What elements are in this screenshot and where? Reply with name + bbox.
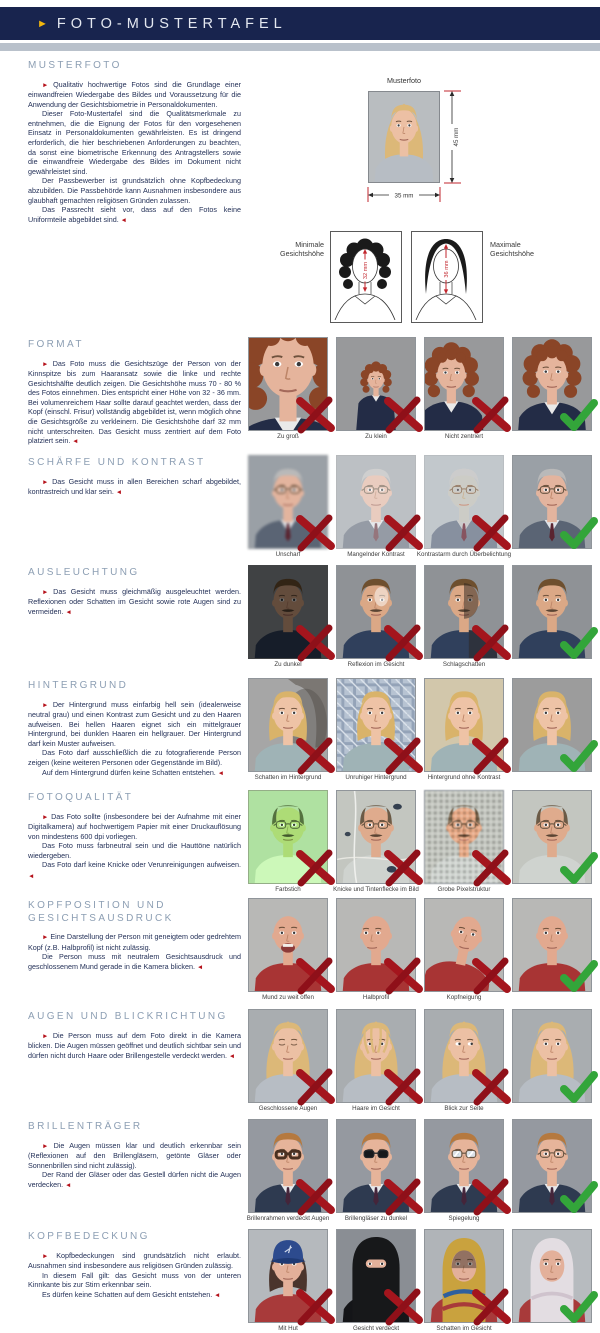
unacceptable-photo [424, 898, 504, 992]
sample-photo-tile [336, 678, 416, 781]
sample-photo-tile [333, 790, 419, 893]
section-heading: BRILLENTRÄGER [28, 1121, 143, 1132]
paragraph-end-marker-icon: ◄ [63, 1181, 72, 1189]
sample-photo-tile [424, 337, 504, 440]
paragraph-end-marker-icon: ◄ [113, 489, 123, 497]
sample-photo-tile [512, 1009, 592, 1103]
unacceptable-photo [424, 337, 504, 431]
unacceptable-photo [248, 1009, 328, 1103]
paragraph-start-marker-icon: ► [42, 81, 54, 89]
photo-caption: Haare im Gesicht [352, 1105, 400, 1112]
acceptable-photo [512, 898, 592, 992]
paragraph: Auf dem Hintergrund dürfen keine Schatten entstehen. ◄ [42, 767, 225, 777]
sample-photo-tile [336, 1229, 416, 1332]
unacceptable-photo [248, 337, 328, 431]
paragraph-start-marker-icon: ► [42, 360, 53, 368]
acceptable-photo [512, 678, 592, 772]
sample-photo-tile [512, 455, 592, 549]
sample-photo-tile [512, 1229, 592, 1323]
svg-text:36 mm: 36 mm [444, 260, 450, 278]
unacceptable-photo [424, 678, 504, 772]
section-text-column [28, 1231, 241, 1300]
photo-caption: Mangelnder Kontrast [347, 551, 405, 558]
unacceptable-photo [248, 1229, 328, 1323]
sample-photo-row [248, 1229, 600, 1333]
paragraph: ► Das Gesicht muss gleichmäßig ausgeleuchtet werden. Reflexionen oder Schatten im Gesicht sowie rote Augen sind zu vermeiden. ◄ [28, 586, 241, 616]
sample-photo-tile [416, 455, 512, 558]
paragraph: ► Die Augen müssen klar und deutlich erkennbar sein (Reflexionen auf den Brillengläsern, getönte Gläser oder Sonnenbrillen sind nicht zulässig). [28, 1140, 241, 1170]
sample-photo-tile [424, 1119, 504, 1222]
paragraph: ► Qualitativ hochwertige Fotos sind die Grundlage einer einwandfreien Wiedergabe des Bildes und Voraussetzung für die Anwendung der Gesichtsbiometrie in Personaldokumenten. [28, 79, 241, 109]
header-bar [0, 7, 600, 40]
photo-caption: Blick zur Seite [444, 1105, 484, 1112]
sample-photo-tile [248, 1009, 328, 1112]
section-paragraphs [28, 477, 241, 498]
musterfoto-figure [360, 76, 492, 222]
paragraph-end-marker-icon: ◄ [212, 1291, 221, 1299]
sample-photo-tile [424, 565, 504, 668]
header-arrow-icon: ► [37, 17, 48, 30]
sample-photo-row [248, 790, 600, 898]
paragraph: ► Kopfbedeckungen sind grundsätzlich nicht erlaubt. Ausnahmen sind insbesondere aus religiösen Gründen zulässig. [28, 1250, 241, 1271]
section-paragraphs [28, 1251, 241, 1301]
sample-photo-tile [336, 1009, 416, 1112]
paragraph-end-marker-icon: ◄ [226, 1052, 236, 1060]
section-text-column [28, 567, 241, 617]
section-paragraphs [28, 700, 241, 779]
unacceptable-photo [336, 1009, 416, 1103]
section-heading: SCHÄRFE UND KONTRAST [28, 457, 206, 468]
photo-caption: Knicke und Tintenflecke im Bild [333, 886, 419, 893]
acceptable-photo [512, 1119, 592, 1213]
photo-caption: Spiegelung [448, 1215, 480, 1222]
section-text-column [28, 1011, 241, 1061]
photo-caption: Zu groß [277, 433, 299, 440]
sample-photo-tile [336, 565, 416, 668]
paragraph: Das Passrecht sieht vor, dass auf den Fotos keine Uniformteile abgebildet sind. ◄ [28, 205, 241, 224]
sample-photo-row [248, 455, 600, 563]
paragraph-end-marker-icon: ◄ [63, 608, 72, 616]
unacceptable-photo [424, 790, 504, 884]
unacceptable-photo [248, 1119, 328, 1213]
unacceptable-photo [336, 565, 416, 659]
photo-caption: Brillengläser zu dunkel [344, 1215, 408, 1222]
musterfoto-figure-label: Musterfoto [387, 76, 421, 85]
sample-photo-row [248, 565, 600, 673]
height-dimension-label: 45 mm [453, 127, 460, 147]
sample-photo-tile [424, 1229, 504, 1332]
section-heading: KOPFPOSITION UND GESICHTSAUSDRUCK [28, 900, 174, 924]
section-paragraphs [28, 812, 241, 882]
width-dimension-label: 35 mm [394, 192, 414, 200]
photo-caption: Reflexion im Gesicht [347, 661, 405, 668]
photo-caption: Grobe Pixelstruktur [437, 886, 491, 893]
section-heading: HINTERGRUND [28, 680, 129, 691]
unacceptable-photo [336, 1229, 416, 1323]
paragraph-start-marker-icon: ► [42, 588, 54, 596]
sample-photo-tile [246, 1119, 330, 1222]
section-heading: FOTOQUALITÄT [28, 792, 134, 803]
paragraph: Das Foto muss farbneutral sein und die Hauttöne natürlich wiedergeben. [28, 841, 241, 860]
paragraph: ► Das Gesicht muss in allen Bereichen scharf abgebildet, kontrastreich und klar sein. ◄ [28, 476, 241, 497]
paragraph: Es dürfen keine Schatten auf dem Gesicht entstehen. ◄ [42, 1289, 221, 1299]
section-heading: AUSLEUCHTUNG [28, 567, 140, 578]
photo-caption: Schlagschatten [442, 661, 486, 668]
sample-photo-row [248, 898, 600, 1006]
sample-photo-tile [512, 678, 592, 772]
section-text-column [28, 792, 241, 882]
sample-photo-row [248, 1009, 600, 1117]
sample-photo-tile [248, 455, 328, 558]
paragraph-start-marker-icon: ► [42, 478, 53, 486]
header-subband [0, 43, 600, 51]
paragraph: Die Person muss mit neutralem Gesichtsausdruck und geschlossenem Mund gerade in die Kamera blicken. ◄ [28, 952, 241, 971]
unacceptable-photo [336, 455, 416, 549]
unacceptable-photo [424, 1009, 504, 1103]
photo-caption: Halbprofil [362, 994, 390, 1001]
paragraph: Das Foto darf keine Knicke oder Verunreinigungen aufweisen. ◄ [28, 860, 241, 881]
acceptable-photo [512, 790, 592, 884]
unacceptable-photo [248, 678, 328, 772]
paragraph: ► Das Foto sollte (insbesondere bei der Aufnahme mit einer Digitalkamera) auf hochwertigem Papier mit einer Druckauflösung von mindestens 600 dpi vorliegen. [28, 811, 241, 841]
paragraph-start-marker-icon: ► [42, 813, 52, 821]
paragraph: In diesem Fall gilt: das Gesicht muss von der unteren Kinnkante bis zur Stirn erkennbar sein. [28, 1270, 241, 1290]
paragraph: ► Eine Darstellung der Person mit geneigtem oder gedrehtem Kopf (z.B. Halbprofil) ist nicht zulässig. [28, 932, 241, 952]
paragraph-end-marker-icon: ◄ [70, 438, 79, 446]
acceptable-photo [512, 565, 592, 659]
unacceptable-photo [424, 565, 504, 659]
paragraph: Dieser Foto-Mustertafel sind die Qualitätsmerkmale zu entnehmen, die die Eignung der Fotos für den vorgesehenen Einsatz in Personaldokumenten gewährleisten. Es ist dringend erforderlich, die hier beschriebenen Anforderungen zu beachten, da sonst eine biometrische Erkennung des Antragstellers sowie die einwandfreie Wiedergabe des Bildes im Dokument nicht gewährleistet sind. [28, 109, 241, 176]
paragraph-end-marker-icon: ◄ [195, 963, 204, 971]
section-heading: KOPFBEDECKUNG [28, 1231, 150, 1242]
photo-caption: Unscharf [275, 551, 301, 558]
paragraph-start-marker-icon: ► [42, 1252, 57, 1260]
sample-photo-row [248, 337, 600, 445]
sample-photo-tile [336, 455, 416, 558]
photo-caption: Farbstich [275, 886, 301, 893]
sample-photo-tile [336, 1119, 416, 1222]
sample-photo-tile [248, 337, 328, 440]
sample-photo-tile [512, 790, 592, 884]
paragraph: Der Passbewerber ist grundsätzlich ohne Kopfbedeckung abzubilden. Die Passbehörde kann Ausnahmen insbesondere aus glaubhaft gemachten religiösen Gründen zulassen. [28, 176, 241, 205]
paragraph-start-marker-icon: ► [42, 701, 53, 709]
max-face-height-diagram [411, 231, 483, 323]
paragraph-end-marker-icon: ◄ [28, 873, 35, 881]
photo-caption: Gesicht verdeckt [352, 1325, 400, 1332]
acceptable-photo [512, 1229, 592, 1323]
sample-photo-tile [248, 565, 328, 668]
unacceptable-photo [336, 678, 416, 772]
section-text-column [28, 680, 241, 778]
min-face-height-label: Minimale Gesichtshöhe [280, 240, 324, 259]
sample-photo-tile [248, 898, 328, 1001]
sample-photo-tile [512, 898, 592, 992]
paragraph: ► Die Person muss auf dem Foto direkt in die Kamera blicken. Die Augen müssen geöffnet und deutlich sichtbar sein und dürfen nicht durch Haare oder Brillengestelle verdeckt werden. ◄ [28, 1030, 241, 1060]
unacceptable-photo [336, 898, 416, 992]
sample-photo-row [248, 1119, 600, 1227]
acceptable-photo [512, 1009, 592, 1103]
sample-photo-tile [424, 790, 504, 893]
page-title: FOTO-MUSTERTAFEL [56, 15, 287, 32]
sample-photo-tile [424, 678, 504, 781]
unacceptable-photo [248, 455, 328, 549]
paragraph-end-marker-icon: ◄ [215, 769, 225, 777]
sample-photo-tile [248, 1229, 328, 1332]
section-paragraphs [28, 932, 241, 972]
section-text-column [28, 60, 241, 225]
sample-photo-tile [336, 337, 416, 440]
unacceptable-photo [424, 1229, 504, 1323]
photo-caption: Zu dunkel [274, 661, 302, 668]
section-heading: FORMAT [28, 339, 84, 350]
photo-caption: Unruhiger Hintergrund [345, 774, 407, 781]
sample-photo-tile [512, 1119, 592, 1213]
dimension-arrows-icon [360, 76, 492, 222]
acceptable-photo [512, 455, 592, 549]
paragraph-end-marker-icon: ◄ [118, 216, 127, 224]
photo-caption: Nicht zentriert [444, 433, 484, 440]
unacceptable-photo [336, 1119, 416, 1213]
unacceptable-photo [424, 455, 504, 549]
sample-photo-tile [336, 898, 416, 1001]
photo-caption: Geschlossene Augen [258, 1105, 318, 1112]
section-paragraphs [28, 1031, 241, 1062]
photo-caption: Schatten im Hintergrund [254, 774, 322, 781]
section-text-column [28, 339, 241, 447]
section-heading: MUSTERFOTO [28, 60, 122, 71]
unacceptable-photo [336, 790, 416, 884]
photo-caption: Mund zu weit offen [262, 994, 314, 1001]
sample-photo-tile [512, 337, 592, 431]
paragraph: ► Das Foto muss die Gesichtszüge der Person von der Kinnspitze bis zum Haaransatz sowie die linke und rechte Gesichtshälfte deutlich zeigen. Die Gesichtshöhe muss 70 - 80 % des Fotos einnehmen. Dies entspricht einer Höhe von 32 - 36 mm. Bei volumenreichem Haar sollte darauf geachtet werden, dass der Kopf (einschl. Frisur) vollständig abgebildet ist, wenn möglich ohne die Gesichtsgröße zu verkleinern. Die Gesichtshöhe darf 32 mm nicht unterschreiten. Das Gesicht muss zentriert auf dem Foto platziert sein. ◄ [28, 358, 241, 446]
section-text-column [28, 1121, 241, 1190]
sample-photo-tile [512, 565, 592, 659]
paragraph-start-marker-icon: ► [42, 934, 51, 941]
sample-photo-row [248, 678, 600, 786]
photo-caption: Mit Hut [278, 1325, 298, 1332]
unacceptable-photo [336, 337, 416, 431]
photo-caption: Hintergrund ohne Kontrast [427, 774, 501, 781]
section-heading: AUGEN UND BLICKRICHTUNG [28, 1011, 228, 1022]
sample-photo-tile [424, 1009, 504, 1112]
photo-caption: Kontrastarm durch Überbelichtung [416, 551, 512, 558]
paragraph: Der Rand der Gläser oder das Gestell dürfen nicht die Augen verdecken. ◄ [28, 1170, 241, 1189]
min-face-height-diagram [330, 231, 402, 323]
unacceptable-photo [248, 565, 328, 659]
paragraph: Das Foto darf ausschließlich die zu fotografierende Person zeigen (keine weiteren Personen oder Gegenstände im Bild). [28, 748, 241, 768]
photo-caption: Schatten im Gesicht [436, 1325, 492, 1332]
photo-caption: Kopfneigung [446, 994, 482, 1001]
section-paragraphs [28, 1141, 241, 1191]
section-text-column [28, 457, 241, 498]
paragraph-start-marker-icon: ► [42, 1032, 53, 1040]
section-paragraphs [28, 359, 241, 447]
photo-caption: Zu klein [365, 433, 387, 440]
sample-photo-tile [248, 678, 328, 781]
paragraph: ► Der Hintergrund muss einfarbig hell sein (idealerweise neutral grau) und einen Kontrast zum Gesicht und zu den Haaren aufweisen. Bei hellen Haaren eignet sich ein mittelgrauer Hintergrund, bei dunklen Haaren ein hellgrauer. Der Hintergrund darf kein Muster aufweisen. [28, 699, 241, 748]
section-paragraphs [28, 587, 241, 618]
svg-text:32 mm: 32 mm [363, 261, 369, 280]
sample-photo-tile [424, 898, 504, 1001]
unacceptable-photo [248, 898, 328, 992]
paragraph-start-marker-icon: ► [42, 1142, 54, 1150]
acceptable-photo [512, 337, 592, 431]
sample-photo-tile [248, 790, 328, 893]
unacceptable-photo [424, 1119, 504, 1213]
photo-caption: Brillenrahmen verdeckt Augen [246, 1215, 330, 1222]
section-paragraphs [28, 80, 241, 226]
section-text-column [28, 900, 241, 972]
max-face-height-label: Maximale Gesichtshöhe [490, 240, 534, 259]
unacceptable-photo [248, 790, 328, 884]
